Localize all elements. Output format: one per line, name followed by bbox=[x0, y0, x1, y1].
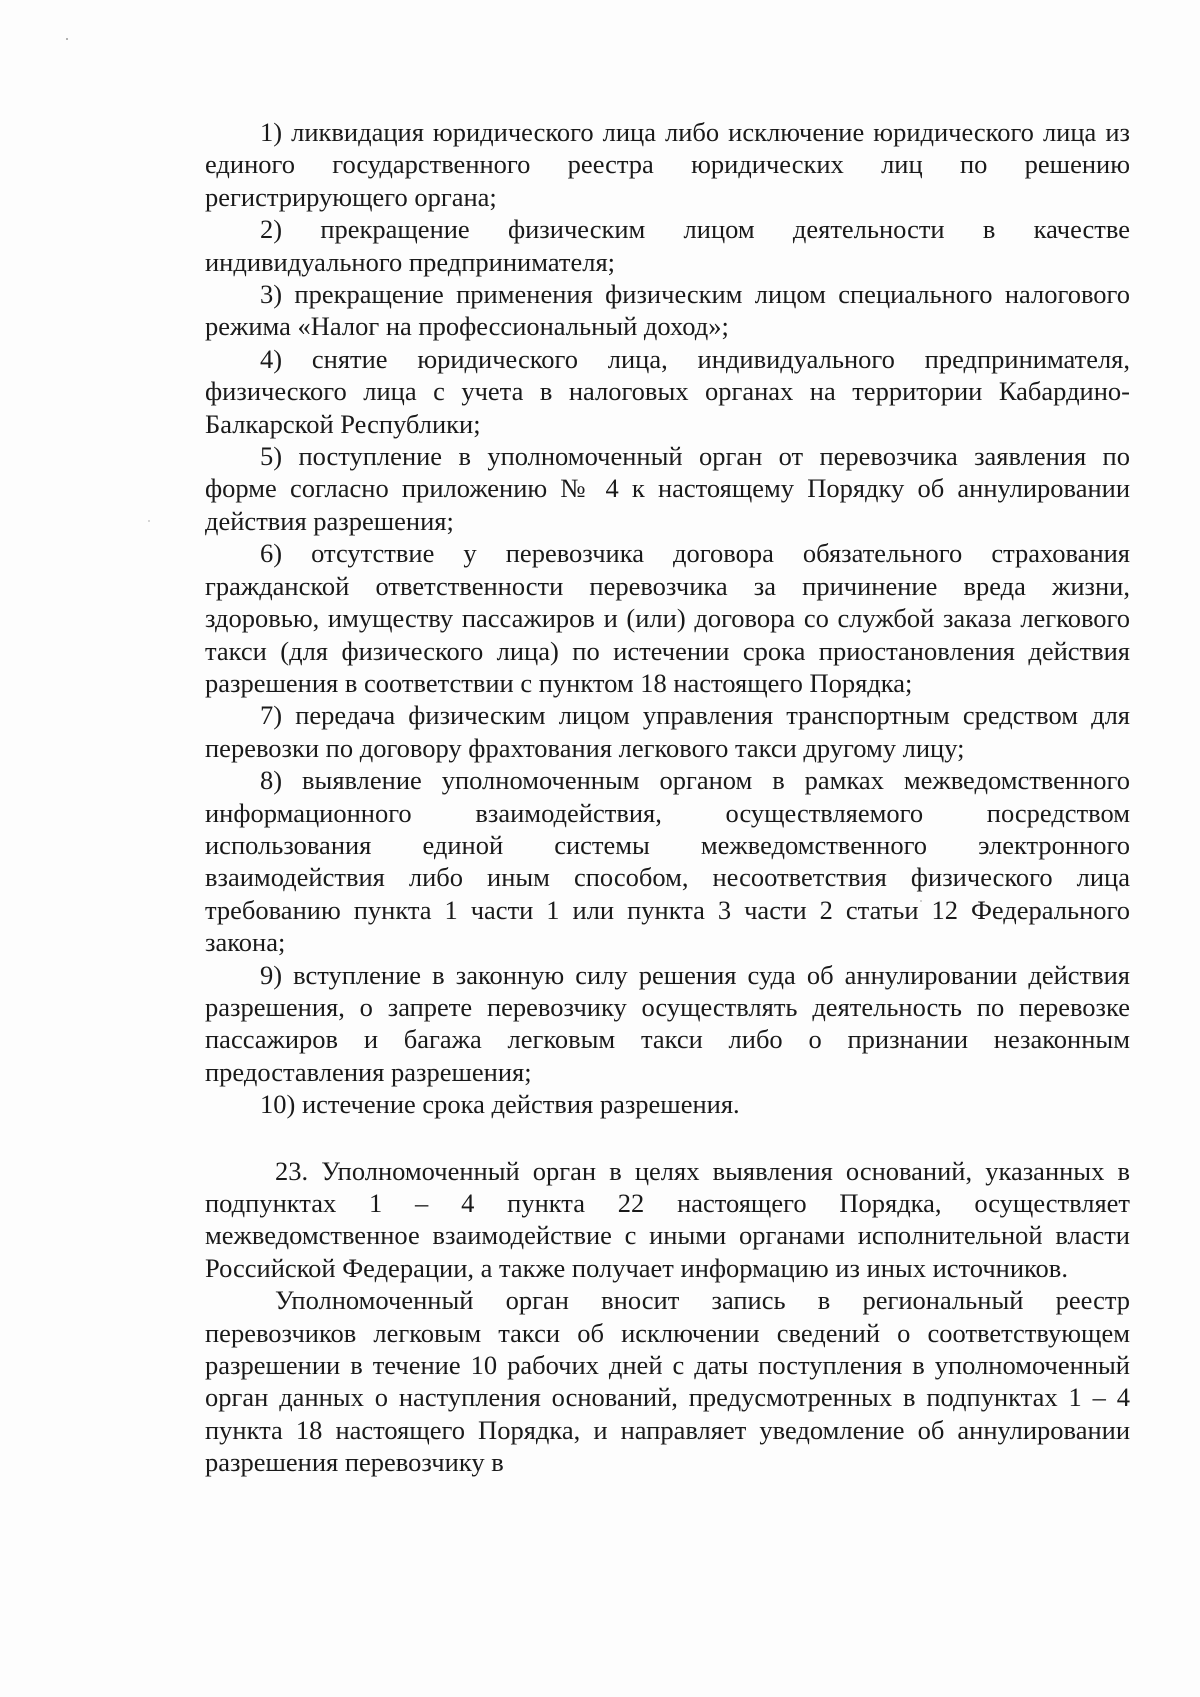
list-item: 10) истечение срока действия разрешения. bbox=[260, 1089, 740, 1120]
paragraph-gap bbox=[205, 1121, 1130, 1155]
section-23-paragraph: 23. Уполномоченный орган в целях выявления оснований, указанных в подпунктах 1 – 4 пункта 22 настоящего Порядка, осуществляет межведомственное взаимодействие с иными органами исполнительной власти Российской Федерации, а также получает информацию из иных источников. bbox=[205, 1155, 1130, 1283]
list-item: 6) отсутствие у перевозчика договора обязательного страхования гражданской ответственности перевозчика за причинение вреда жизни, здоровью, имуществу пассажиров и (или) договора со службой заказа легкового такси (для физического лица) по истечении срока приостановления действия разрешения в соответствии с пунктом 18 настоящего Порядка; bbox=[205, 538, 1130, 698]
scan-speck bbox=[148, 520, 150, 522]
list-item: 9) вступление в законную силу решения суда об аннулировании действия разрешения, о запрете перевозчику осуществлять деятельность по перевозке пассажиров и багажа легковым такси либо о признании незаконным предоставления разрешения; bbox=[205, 959, 1130, 1087]
scan-speck bbox=[66, 38, 68, 40]
list-item: 5) поступление в уполномоченный орган от перевозчика заявления по форме согласно приложению № 4 к настоящему Порядку об аннулировании действия разрешения; bbox=[205, 441, 1130, 536]
document-body bbox=[205, 116, 1130, 1479]
list-item: 8) выявление уполномоченным органом в рамках межведомственного информационного взаимодействия, осуществляемого посредством использования единой системы межведомственного электронного взаимодействия либо иным способом, несоответствия физического лица требованию пункта 1 части 1 или пункта 3 части 2 статьи 12 Федерального закона; bbox=[205, 765, 1130, 958]
section-23-paragraph: Уполномоченный орган вносит запись в региональный реестр перевозчиков легковым такси об исключении сведений о соответствующем разрешении в течение 10 рабочих дней с даты поступления в уполномоченный орган данных о наступления оснований, предусмотренных в подпунктах 1 – 4 пункта 18 настоящего Порядка, и направляет уведомление об аннулировании разрешения перевозчику в bbox=[205, 1285, 1130, 1478]
list-item: 4) снятие юридического лица, индивидуального предпринимателя, физического лица с учета в налоговых органах на территории Кабардино-Балкарской Республики; bbox=[205, 343, 1130, 439]
list-item: 1) ликвидация юридического лица либо исключение юридического лица из единого государственного реестра юридических лиц по решению регистрирующего органа; bbox=[205, 117, 1130, 212]
list-item: 3) прекращение применения физическим лицом специального налогового режима «Налог на профессиональный доход»; bbox=[205, 279, 1130, 342]
list-item: 2) прекращение физическим лицом деятельности в качестве индивидуального предпринимателя; bbox=[205, 214, 1130, 277]
list-item: 7) передача физическим лицом управления транспортным средством для перевозки по договору фрахтования легкового такси другому лицу; bbox=[205, 700, 1130, 763]
